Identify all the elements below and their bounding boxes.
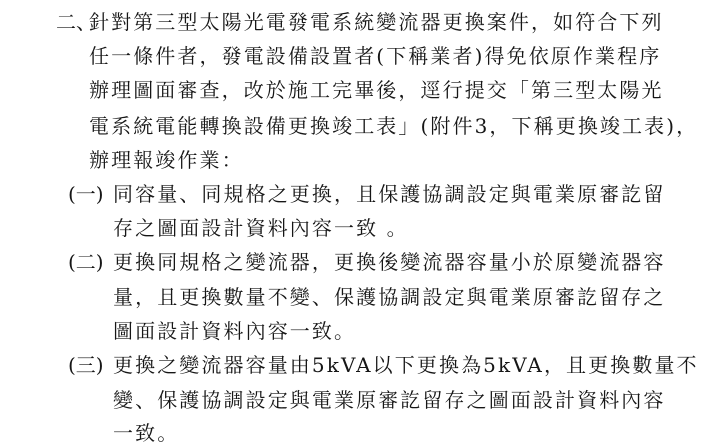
item-line: 存之圖面設計資料內容一致 。 (113, 216, 409, 240)
item-number: (一) (68, 182, 104, 206)
item-line: 圖面設計資料內容一致。 (113, 319, 357, 343)
section-line: 任一條件者，發電設備設置者(下稱業者)得免依原作業程序 (89, 44, 662, 68)
section-line: 電系統電能轉換設備更換竣工表」(附件3，下稱更換竣工表)， (89, 114, 699, 138)
section-line: 辦理圖面審查，改於施工完畢後，逕行提交「第三型太陽光 (89, 78, 664, 102)
item-line: 變、保護協調設定與電業原審訖留存之圖面設計資料內容 (113, 388, 666, 412)
item-number: (三) (68, 353, 104, 377)
section-number: 二、 (56, 10, 96, 34)
section-line: 針對第三型太陽光電發電系統變流器更換案件，如符合下列 (89, 10, 664, 34)
item-line: 更換同規格之變流器，更換後變流器容量小於原變流器容 (113, 250, 666, 274)
item-line: 量，且更換數量不變、保護協調設定與電業原審訖留存之 (113, 285, 666, 309)
item-line: 同容量、同規格之更換，且保護協調設定與電業原審訖留 (113, 182, 666, 206)
item-line: 更換之變流器容量由5kVA以下更換為5kVA，且更換數量不 (113, 353, 699, 377)
item-line: 一致。 (113, 421, 180, 445)
item-number: (二) (68, 250, 104, 274)
section-line: 辦理報竣作業： (89, 148, 244, 172)
